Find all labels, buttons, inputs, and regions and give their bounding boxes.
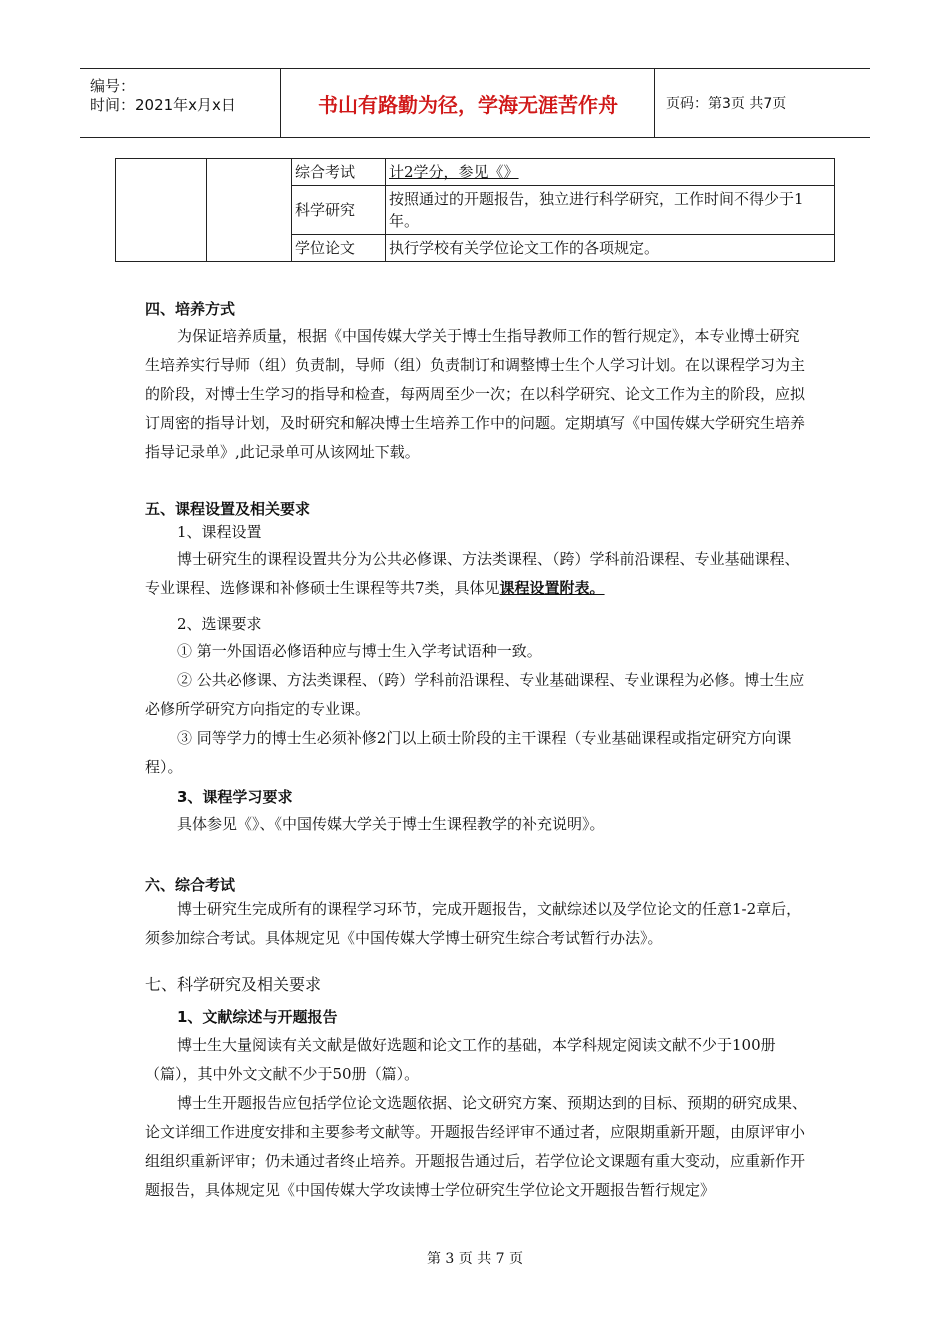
table-cell-content [386, 159, 835, 186]
time-label: 时间：2021年x月x日 [90, 96, 236, 114]
section-5-sub1: 1、课程设置 [177, 523, 262, 541]
table-cell-empty [207, 159, 292, 262]
requirement-3: ③ 同等学力的博士生必须补修2门以上硕士阶段的主干课程（专业基础课程或指定研究方向课程）。 [145, 729, 792, 776]
section-5-paragraph-3: 具体参见《》、《中国传媒大学关于博士生课程教学的补充说明》。 [177, 815, 605, 833]
page-footer: 第 3 页 共 7 页 [426, 1251, 524, 1267]
table-cell-empty [116, 159, 207, 262]
requirement-2: ② 公共必修课、方法类课程、（跨）学科前沿课程、专业基础课程、专业课程为必修。博士生应必修所学研究方向指定的专业课。 [145, 671, 805, 718]
section-6-paragraph: 博士研究生完成所有的课程学习环节，完成开题报告，文献综述以及学位论文的任意1-2章后，须参加综合考试。具体规定见《中国传媒大学博士研究生综合考试暂行办法》。 [145, 900, 802, 947]
header-page-label: 页码：第3页 共7页 [666, 96, 787, 112]
section-5-sub2: 2、选课要求 [177, 615, 262, 633]
requirements-table [115, 158, 835, 262]
table-cell-item: 综合考试 [292, 159, 386, 186]
page-header [80, 68, 870, 138]
section-5-paragraph-1-text: 博士研究生的课程设置共分为公共必修课、方法类课程、（跨）学科前沿课程、专业基础课程、专业课程、选修课和补修硕士生课程等共7类，具体见 [145, 550, 800, 597]
requirement-1: ① 第一外国语必修语种应与博士生入学考试语种一致。 [177, 642, 542, 660]
table-row [116, 159, 835, 186]
section-7-paragraph-1: 博士生大量阅读有关文献是做好选题和论文工作的基础，本学科规定阅读文献不少于100册（篇），其中外文文献不少于50册（篇）。 [145, 1036, 776, 1083]
section-6-title: 六、综合考试 [145, 876, 236, 894]
section-7-sub1: 1、文献综述与开题报告 [177, 1008, 338, 1026]
table-cell-content: 执行学校有关学位论文工作的各项规定。 [386, 235, 835, 262]
header-slogan: 书山有路勤为径，学海无涯苦作舟 [282, 69, 655, 137]
section-4-title: 四、培养方式 [145, 300, 236, 318]
section-4-paragraph: 为保证培养质量，根据《中国传媒大学关于博士生指导教师工作的暂行规定》，本专业博士研究生培养实行导师（组）负责制，导师（组）负责制订和调整博士生个人学习计划。在以课程学习为主的阶段，对博士生学习的指导和检查，每两周至少一次；在以科学研究、论文工作为主的阶段，应拟订周密的指导计划，及时研究和解决博士生培养工作中的问题。定期填写《中国传媒大学研究生培养指导记录单》,此记录单可从该网址下载。 [145, 327, 806, 461]
section-7-title: 七、科学研究及相关要求 [145, 975, 322, 994]
number-label: 编号： [90, 77, 136, 95]
section-5-title: 五、课程设置及相关要求 [145, 500, 311, 518]
course-appendix-link[interactable]: 课程设置附表。 [499, 579, 605, 597]
section-5-sub3: 3、课程学习要求 [177, 788, 293, 806]
table-cell-item: 学位论文 [292, 235, 386, 262]
header-meta [80, 69, 281, 137]
section-7-paragraph-2: 博士生开题报告应包括学位论文选题依据、论文研究方案、预期达到的目标、预期的研究成果、论文详细工作进度安排和主要参考文献等。开题报告经评审不通过者，应限期重新开题，由原评审小组组织重新评审；仍未通过者终止培养。开题报告通过后，若学位论文课题有重大变动，应重新作开题报告，具体规定见《中国传媒大学攻读博士学位研究生学位论文开题报告暂行规定》 [145, 1094, 808, 1199]
section-5-paragraph-1 [145, 545, 810, 603]
table-cell-content: 按照通过的开题报告，独立进行科学研究，工作时间不得少于1年。 [386, 186, 835, 235]
table-cell-item: 科学研究 [292, 186, 386, 235]
table-cell-content-text: 计2学分，参见《》 [389, 163, 519, 181]
